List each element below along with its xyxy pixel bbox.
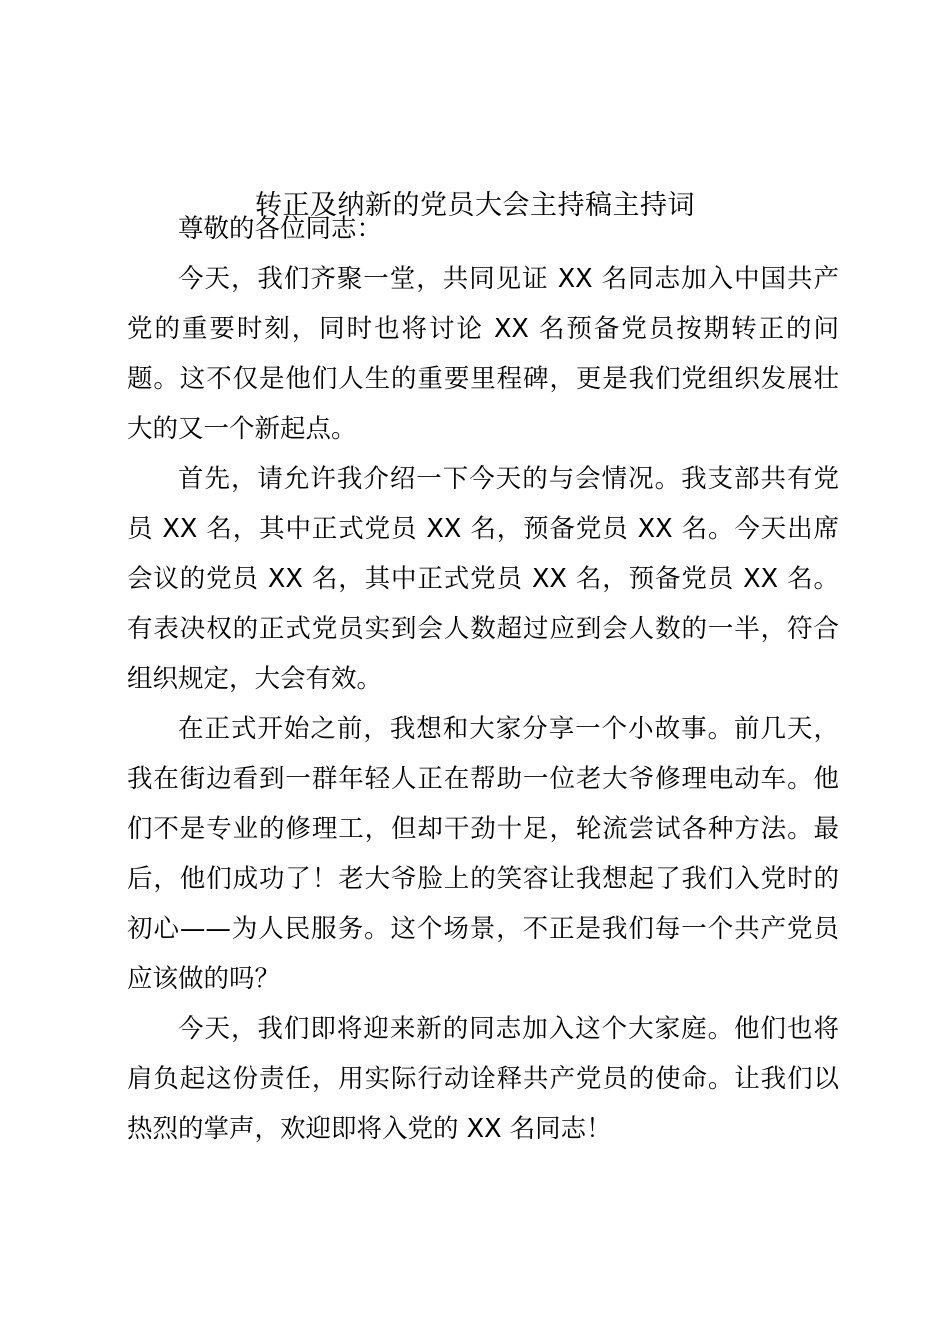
document-body [127, 204, 839, 1154]
paragraph-attendance: 首先，请允许我介绍一下今天的与会情况。我支部共有党员 XX 名，其中正式党员 XX 名，预备党员 XX 名。今天出席会议的党员 XX 名，其中正式党员 XX 名，预备党员 XX 名。有表决权的正式党员实到会人数超过应到会人数的一半，符合组织规定，大会有效。 [127, 464, 839, 694]
paragraph-story: 在正式开始之前，我想和大家分享一个小故事。前几天，我在街边看到一群年轻人正在帮助一位老大爷修理电动车。他们不是专业的修理工，但却干劲十足，轮流尝试各种方法。最后，他们成功了！老大爷脸上的笑容让我想起了我们入党时的初心——为人民服务。这个场景，不正是我们每一个共产党员应该做的吗？ [127, 714, 839, 994]
paragraph-salutation: 尊敬的各位同志： [178, 214, 383, 244]
document-title: 转正及纳新的党员大会主持稿主持词 [255, 190, 695, 221]
paragraph-welcome: 今天，我们即将迎来新的同志加入这个大家庭。他们也将肩负起这份责任，用实际行动诠释共产党员的使命。让我们以热烈的掌声，欢迎即将入党的 XX 名同志！ [127, 1014, 839, 1144]
paragraph-opening: 今天，我们齐聚一堂，共同见证 XX 名同志加入中国共产党的重要时刻，同时也将讨论 XX 名预备党员按期转正的问题。这不仅是他们人生的重要里程碑，更是我们党组织发展壮大的又一个新起点。 [127, 264, 839, 444]
